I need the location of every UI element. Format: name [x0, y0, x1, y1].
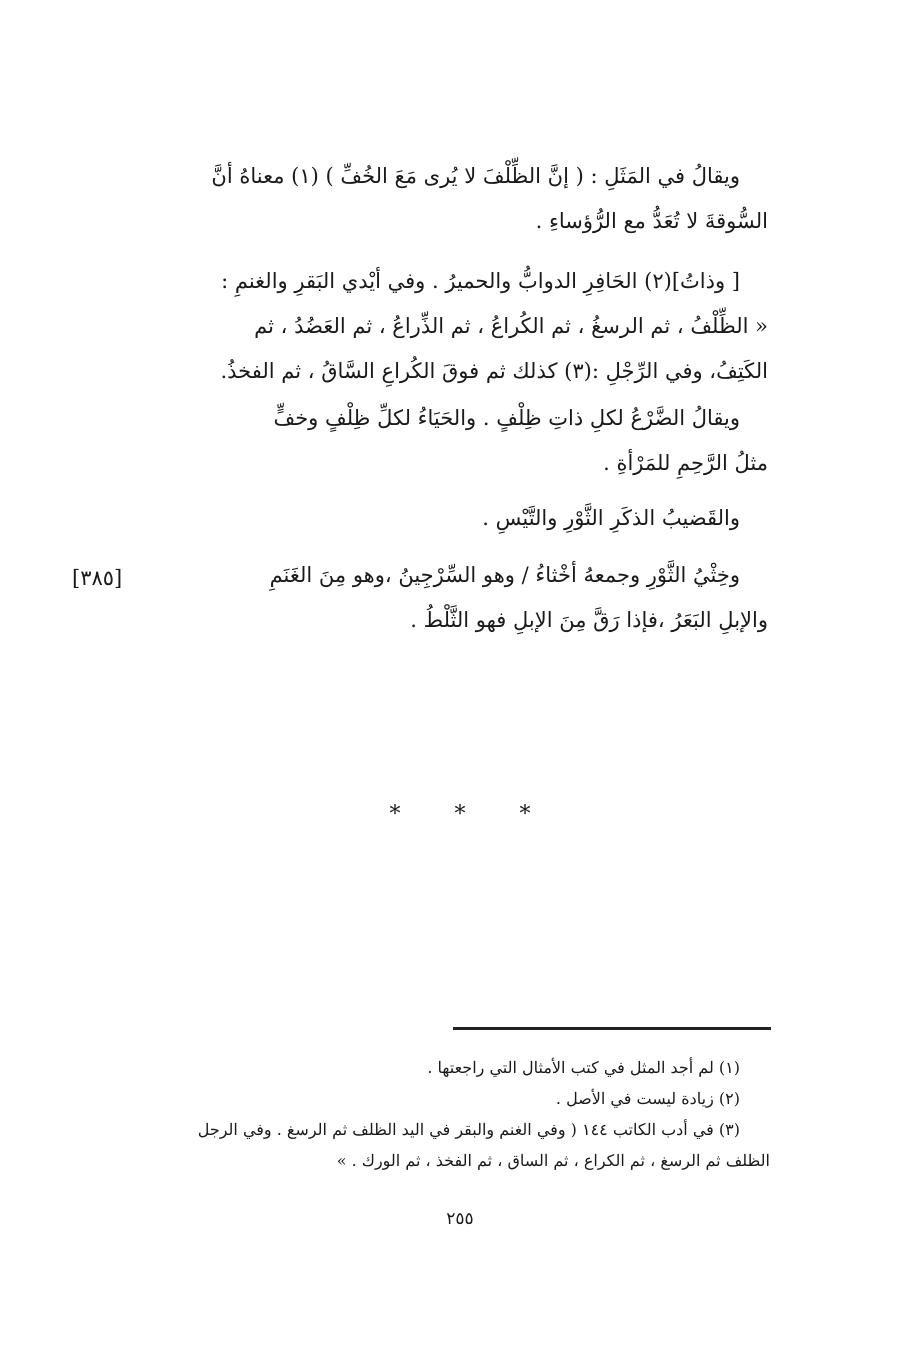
- page-number: ٢٥٥: [446, 1209, 474, 1229]
- paragraph-1-line-1: ويقالُ في المَثَلِ : ( إنَّ الظِّلْفَ لا يُرى مَعَ الخُفِّ ) (١) معناهُ أنَّ: [211, 164, 740, 188]
- section-separator: [380, 800, 540, 830]
- paragraph-1-line-2: السُّوقةَ لا تُعَدُّ مع الرُّؤساءِ .: [535, 209, 768, 233]
- paragraph-2: [140, 259, 768, 394]
- paragraph-2-line-2: « الظِّلْفُ ، ثم الرسغُ ، ثم الكُراعُ ، ثم الذِّراعُ ، ثم العَضُدُ ، ثم: [254, 314, 768, 338]
- paragraph-1: [140, 154, 768, 244]
- paragraph-5: [140, 553, 768, 643]
- footnote-divider: [453, 1027, 771, 1030]
- separator-asterisk: *: [519, 802, 531, 827]
- paragraph-2-line-1: [ وذاتُ](٢) الحَافِرِ الدوابُّ والحميرُ . وفي أيْدي البَقرِ والغنمِ :: [221, 269, 740, 293]
- paragraph-4-line-1: والقَضيبُ الذكَرِ الثَّوْرِ والتَّيْسِ .: [482, 506, 740, 530]
- paragraph-3: [140, 396, 768, 486]
- footnote-2: (٢) زيادة ليست في الأصل .: [555, 1089, 740, 1108]
- margin-page-reference: [٣٨٥]: [72, 566, 123, 590]
- paragraph-3-line-2: مثلُ الرَّحِمِ للمَرْأةِ .: [603, 451, 768, 475]
- paragraph-5-line-1: وخِثْيُ الثَّوْرِ وجمعهُ أخْثاءُ / وهو السِّرْجِينُ ،وهو مِنَ الغَنَمِ: [269, 563, 740, 587]
- footnotes: [145, 1052, 770, 1176]
- footnote-1: (١) لم أجد المثل في كتب الأمثال التي راجعتها .: [427, 1058, 740, 1077]
- paragraph-5-line-2: والإبلِ البَعَرُ ،فإذا رَقَّ مِنَ الإبلِ فهو الثَّلْطُ .: [410, 608, 768, 632]
- paragraph-3-line-1: ويقالُ الضَّرْعُ لكلِ ذاتِ ظِلْفٍ . والحَيَاءُ لكلِّ ظِلْفٍ وخفٍّ: [273, 406, 740, 430]
- separator-asterisk: *: [454, 802, 466, 827]
- footnote-3: (٣) في أدب الكاتب ١٤٤ ( وفي الغنم والبقر في اليد الظلف ثم الرسغ . وفي الرجل: [197, 1120, 740, 1139]
- paragraph-2-line-3: الكَتِفُ، وفي الرِّجْلِ :(٣) كذلك ثم فوقَ الكُراعِ السَّاقُ ، ثم الفخذُ.: [220, 359, 768, 383]
- footnote-3-continued: الظلف ثم الرسغ ، ثم الكراع ، ثم الساق ، ثم الفخذ ، ثم الورك . »: [336, 1151, 770, 1170]
- separator-asterisk: *: [389, 802, 401, 827]
- paragraph-4: [140, 496, 768, 541]
